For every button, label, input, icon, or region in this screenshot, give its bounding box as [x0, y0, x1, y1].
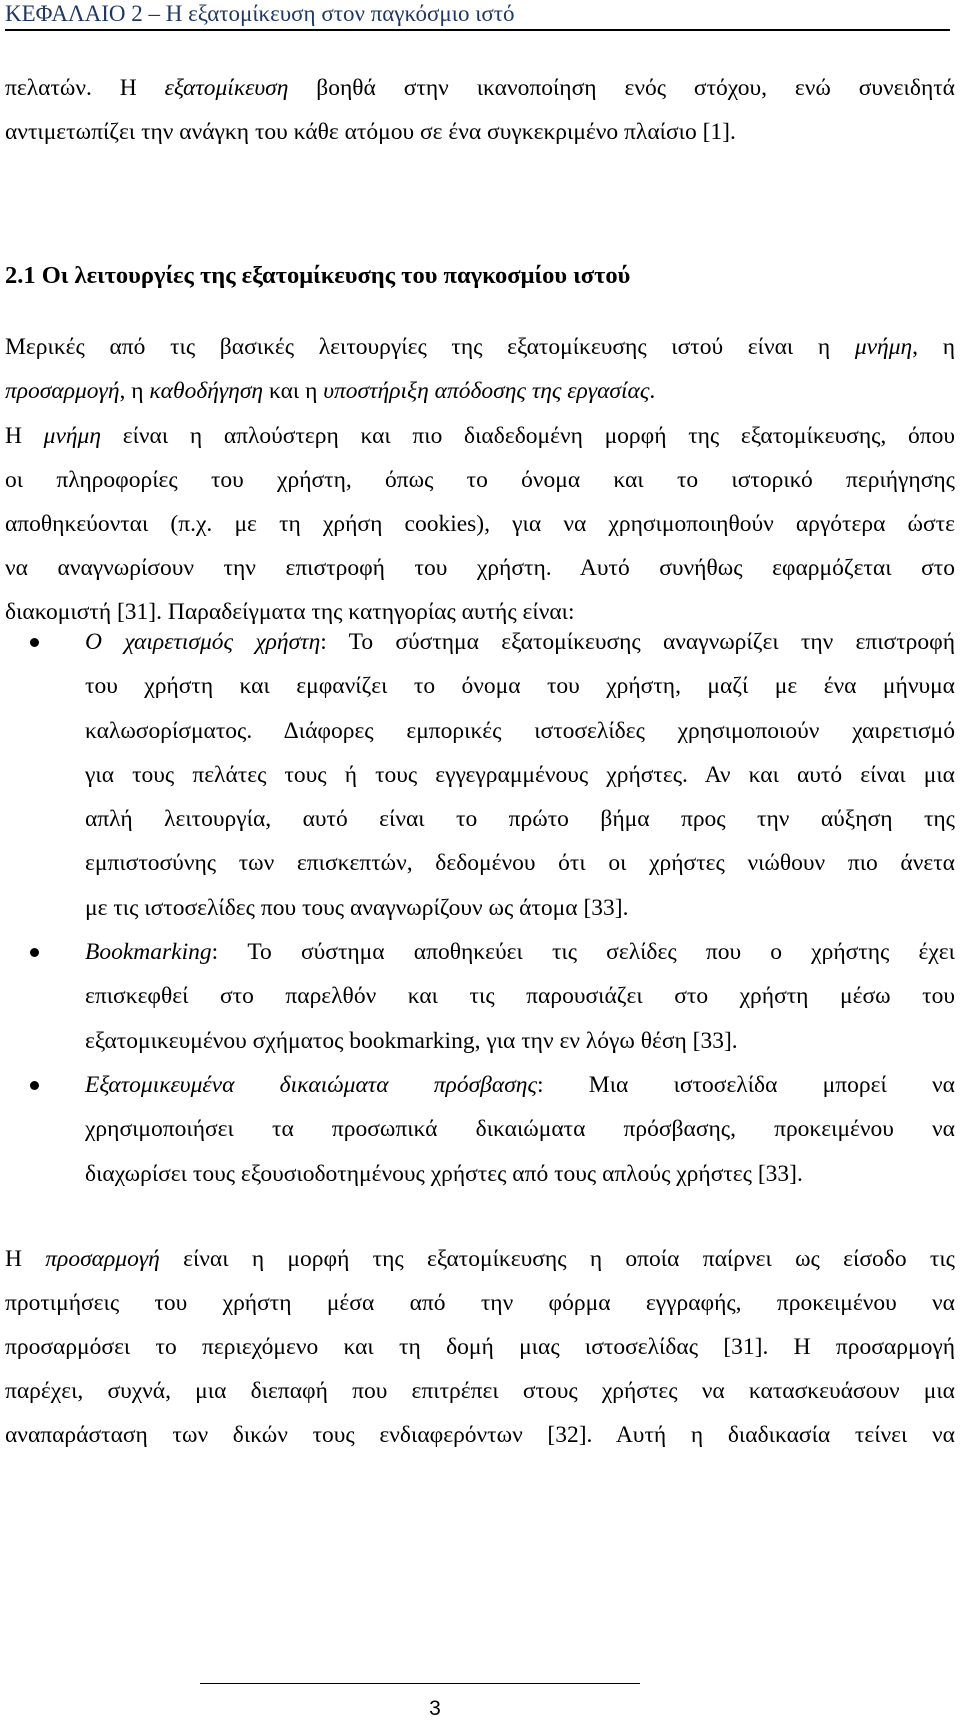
list-line	[85, 1063, 955, 1107]
bullet-icon	[30, 638, 39, 647]
list-item	[0, 1063, 955, 1196]
section-heading: 2.1 Οι λειτουργίες της εξατομίκευσης του παγκοσμίου ιστού	[5, 262, 631, 289]
list-line: με τις ιστοσελίδες που τους αναγνωρίζουν ως άτομα [33].	[85, 894, 629, 921]
text-run: , η	[912, 334, 955, 360]
bullet-icon	[30, 948, 39, 957]
text-run: πελατών. Η	[5, 75, 165, 101]
list-line	[85, 620, 955, 664]
page-number: 3	[429, 1697, 441, 1720]
term-text: Bookmarking	[85, 939, 212, 966]
text-run: : Μια ιστοσελίδα μπορεί να	[537, 1071, 955, 1098]
paragraph-line	[5, 369, 955, 413]
text-run: βοηθά στην ικανοποίηση ενός στόχου, ενώ συνειδητά	[288, 75, 955, 101]
memory-paragraph	[5, 414, 955, 634]
text-run: : Το σύστημα εξατομίκευσης αναγνωρίζει την επιστροφή	[320, 629, 955, 655]
paragraph-line	[5, 1237, 955, 1281]
text-run: Μερικές από τις βασικές λειτουργίες της εξατομίκευσης ιστού είναι η	[5, 334, 855, 360]
list-line: του χρήστη και εμφανίζει το όνομα του χρήστη, μαζί με ένα μήνυμα	[85, 673, 955, 700]
emphasis-text: υποστήριξη απόδοσης της εργασίας	[323, 378, 650, 404]
paragraph-line: διακομιστή [31]. Παραδείγματα της κατηγορίας αυτής είναι:	[5, 599, 575, 625]
paragraph-line: αποθηκεύονται (π.χ. με τη χρήση cookies), για να χρησιμοποιηθούν αργότερα ώστε	[5, 511, 955, 537]
paragraph-line	[5, 325, 955, 369]
intro-line	[5, 66, 955, 110]
text-run: Η	[5, 423, 44, 449]
paragraph-line	[5, 414, 955, 458]
text-run: Η	[5, 1246, 46, 1272]
list-line: καλωσορίσματος. Διάφορες εμπορικές ιστοσελίδες χρησιμοποιούν χαιρετισμό	[85, 717, 955, 744]
examples-list	[0, 620, 955, 1196]
paragraph-line: οι πληροφορίες του χρήστη, όπως το όνομα και το ιστορικό περιήγησης	[5, 467, 955, 493]
text-run: και η	[263, 378, 324, 404]
emphasis-text: καθοδήγηση	[149, 378, 264, 404]
adaptation-paragraph	[5, 1237, 955, 1457]
paragraph-line: να αναγνωρίσουν την επιστροφή του χρήστη. Αυτό συνήθως εφαρμόζεται στο	[5, 555, 955, 581]
term-text: Ο χαιρετισμός χρήστη	[85, 629, 321, 655]
list-line	[85, 930, 955, 974]
emphasis-text: προσαρμογή	[5, 378, 120, 404]
text-run: είναι η απλούστερη και πιο διαδεδομένη μορφή της εξατομίκευσης, όπου	[101, 423, 955, 449]
functions-paragraph	[5, 325, 955, 413]
text-run: , η	[119, 378, 150, 404]
list-line: επισκεφθεί στο παρελθόν και τις παρουσιάζει στο χρήστη μέσω του	[85, 983, 955, 1010]
paragraph-line: αναπαράσταση των δικών τους ενδιαφερόντων [32]. Αυτή η διαδικασία τείνει να	[5, 1422, 955, 1448]
text-run: είναι η μορφή της εξατομίκευσης η οποία παίρνει ως είσοδο τις	[159, 1246, 955, 1272]
emphasis-text: μνήμη	[854, 334, 913, 360]
running-header: ΚΕΦΑΛΑΙΟ 2 – Η εξατομίκευση στον παγκόσμιο ιστό	[5, 1, 950, 31]
emphasis-text: μνήμη	[43, 423, 102, 449]
list-line: εξατομικευμένου σχήματος bookmarking, για την εν λόγω θέση [33].	[85, 1027, 738, 1054]
list-item	[0, 620, 955, 930]
intro-line: αντιμετωπίζει την ανάγκη του κάθε ατόμου σε ένα συγκεκριμένο πλαίσιο [1].	[5, 119, 736, 145]
list-line: απλή λειτουργία, αυτό είναι το πρώτο βήμα προς την αύξηση της	[85, 806, 955, 833]
term-text: Εξατομικευμένα δικαιώματα πρόσβασης	[85, 1071, 538, 1098]
list-line: διαχωρίσει τους εξουσιοδοτημένους χρήστες από τους απλούς χρήστες [33].	[85, 1160, 803, 1187]
list-item	[0, 930, 955, 1063]
bullet-icon	[30, 1081, 39, 1090]
text-run: : Το σύστημα αποθηκεύει τις σελίδες που ο χρήστης έχει	[211, 939, 955, 966]
footer-divider	[200, 1683, 640, 1684]
list-line: εμπιστοσύνης των επισκεπτών, δεδομένου ότι οι χρήστες νιώθουν πιο άνετα	[85, 850, 955, 877]
paragraph-line: προσαρμόσει το περιεχόμενο και τη δομή μιας ιστοσελίδας [31]. Η προσαρμογή	[5, 1334, 955, 1360]
list-line: χρησιμοποιήσει τα προσωπικά δικαιώματα πρόσβασης, προκειμένου να	[85, 1116, 955, 1143]
emphasis-text: προσαρμογή	[45, 1246, 160, 1272]
text-run: .	[649, 378, 656, 404]
intro-paragraph	[5, 66, 955, 154]
paragraph-line: παρέχει, συχνά, μια διεπαφή που επιτρέπει στους χρήστες να κατασκευάσουν μια	[5, 1378, 955, 1404]
paragraph-line: προτιμήσεις του χρήστη μέσα από την φόρμα εγγραφής, προκειμένου να	[5, 1290, 955, 1316]
list-line: για τους πελάτες τους ή τους εγγεγραμμένους χρήστες. Αν και αυτό είναι μια	[85, 761, 955, 788]
emphasis-text: εξατομίκευση	[164, 75, 289, 101]
